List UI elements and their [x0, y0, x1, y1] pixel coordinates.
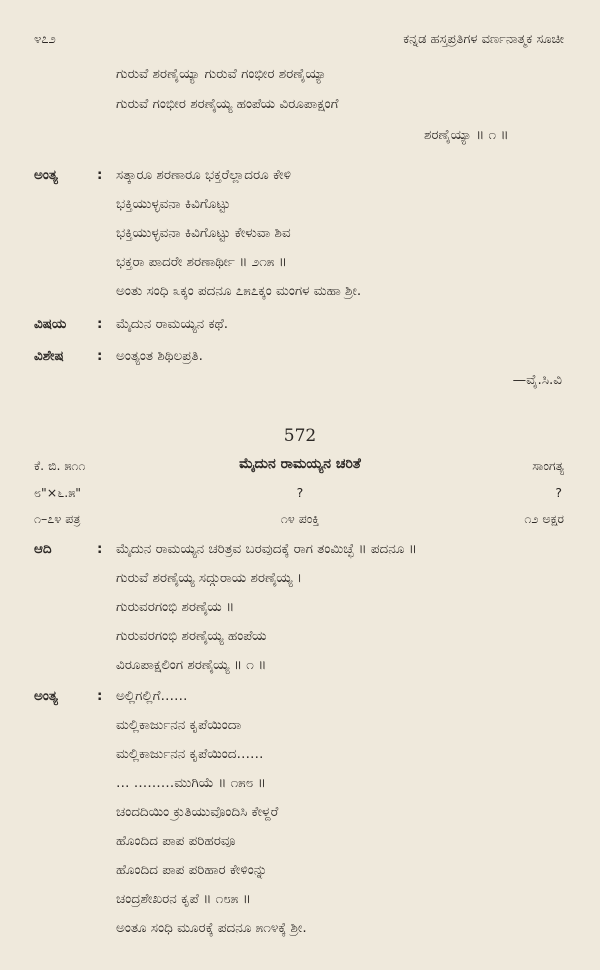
- manuscript-size: ೮"×೬.೫": [34, 485, 81, 500]
- aadi-line: ಗುರುವರಗಂಭಿ ಶರಣೈಯ ॥: [116, 599, 235, 615]
- vishaya-text: ಮೈದುನ ರಾಮಯ್ಯನ ಕಥೆ.: [116, 316, 229, 332]
- antya-line: ಅಂತೂ ಸಂಧಿ ಮೂರಕ್ಕೆ ಪದನೂ ೫೧೪ಕ್ಕೆ ಶ್ರೀ.: [116, 920, 307, 936]
- antya-line: ಭಕ್ತರಾ ಪಾದರೇ ಶರಣಾರ್ಥೀ ॥ ೨೧೫ ॥: [116, 254, 287, 270]
- page-number: ೪೭೨: [34, 32, 56, 47]
- aadi-line: ಗುರುವೆ ಶರಣೈಯ್ಯ ಸದ್ಗುರಾಯ ಶರಣೈಯ್ಯ ।: [116, 570, 303, 586]
- antya-label: ಅಂತ್ಯ: [34, 167, 58, 183]
- aadi-line: ಮೈದುನ ರಾಮಯ್ಯನ ಚರಿತ್ರವ ಬರವುದಕ್ಕೆ ರಾಗ ತಂಮಿಚ್ಛೆ ॥ ಪದನೂ ॥: [116, 541, 417, 557]
- antya-line: ಭಕ್ತಿಯುಳ್ಳವನಾ ಕಿವಿಗೊಟ್ಟು: [116, 196, 231, 212]
- antya-line: ಭಕ್ತಿಯುಳ್ಳವನಾ ಕಿವಿಗೊಟ್ಟು ಕೇಳುವಾ ಶಿವ: [116, 225, 291, 241]
- antya-line: ಮಲ್ಲಿಕಾರ್ಜುನನ ಕೃಪೆಯಿಂದ……: [116, 746, 264, 762]
- vishesha-label: ವಿಶೇಷ: [34, 348, 64, 364]
- intro-line: ಗುರುವೆ ಗಂಭೀರ ಶರಣೈಯ್ಯ ಹಂಪೆಯ ವಿರೂಪಾಕ್ಷಂಗೆ: [116, 96, 339, 112]
- vishaya-label: ವಿಷಯ: [34, 316, 67, 332]
- antya-line: … ………ಮುಗಿಯೆ ॥ ೧೫೮ ॥: [116, 775, 266, 791]
- catalog-number: ಕೆ. ಬಿ. ೫೧೧: [34, 458, 86, 473]
- intro-line: ಗುರುವೆ ಶರಣೈಯ್ಯಾ ಗುರುವೆ ಗಂಭೀರ ಶರಣೈಯ್ಯಾ: [116, 66, 327, 82]
- antya-line: ಸತ್ಕಾರೂ ಶರಣಾರೂ ಭಕ್ತರೆಲ್ಲಾದರೂ ಕೇಳಿ: [116, 167, 291, 183]
- vishesha-colon: :: [97, 348, 103, 364]
- aadi-label: ಆದಿ: [34, 541, 52, 557]
- aadi-colon: :: [97, 541, 103, 557]
- unknown-field: ?: [555, 485, 562, 500]
- aadi-line: ವಿರೂಪಾಕ್ಷಲಿಂಗ ಶರಣೈಯ್ಯ ॥ ೧ ॥: [116, 657, 267, 673]
- letter-count: ೧೨ ಅಕ್ಷರ: [524, 511, 564, 526]
- antya-line: ಚಂದದಿಯಿಂ ಕ್ರುತಿಯುವೊಂದಿಸಿ ಕೇಳ್ದರೆ: [116, 804, 279, 820]
- page-count: ೧–೭೪ ಪತ್ರ: [34, 511, 81, 526]
- entry-title: ಮೈದುನ ರಾಮಯ್ಯನ ಚರಿತೆ: [239, 456, 361, 472]
- vishesha-text: ಅಂತ್ಯಂತ ಶಿಥಿಲಪ್ರತಿ.: [116, 348, 203, 364]
- antya-label: ಅಂತ್ಯ: [34, 688, 58, 704]
- antya-colon: :: [97, 167, 103, 183]
- antya-line: ಅಂತು ಸಂಧಿ ೩ಕ್ಕಂ ಪದನೂ ೭೫೭ಕ್ಕಂ ಮಂಗಳ ಮಹಾ ಶ್ರೀ.: [116, 283, 362, 299]
- signature: —ವೈ.ಸಿ.ವಿ: [512, 372, 562, 388]
- metre: ಸಾಂಗತ್ಯ: [532, 458, 564, 473]
- antya-line: ಚಂದ್ರಶೇಖರನ ಕೃಪೆ ॥ ೧೮೫ ॥: [116, 891, 251, 907]
- running-title: ಕನ್ನಡ ಹಸ್ತಪ್ರತಿಗಳ ವರ್ಣನಾತ್ಮಕ ಸೂಚೀ: [403, 32, 564, 47]
- unknown-field: ?: [296, 485, 304, 500]
- intro-line: ಶರಣೈಯ್ಯಾ ॥ ೧ ॥: [424, 127, 509, 143]
- antya-line: ಹೊಂದಿದ ಪಾಪ ಪರಿಹರವೂ: [116, 833, 236, 849]
- entry-number: 572: [283, 426, 317, 446]
- antya-line: ಹೊಂದಿದ ಪಾಪ ಪರಿಹಾರ ಕೇಳಿಂನ್ನು: [116, 862, 268, 878]
- vishaya-colon: :: [97, 316, 103, 332]
- line-count: ೧೪ ಪಂಕ್ತಿ: [280, 511, 320, 526]
- aadi-line: ಗುರುವರಗಂಭಿ ಶರಣೈಯ್ಯ ಹಂಪೆಯ: [116, 628, 267, 644]
- antya-colon: :: [97, 688, 103, 704]
- antya-line: ಅಲ್ಲಿಗಲ್ಲಿಗೆ……: [116, 688, 188, 704]
- antya-line: ಮಲ್ಲಿಕಾರ್ಜುನನ ಕೃಪೆಯಿಂದಾ: [116, 717, 242, 733]
